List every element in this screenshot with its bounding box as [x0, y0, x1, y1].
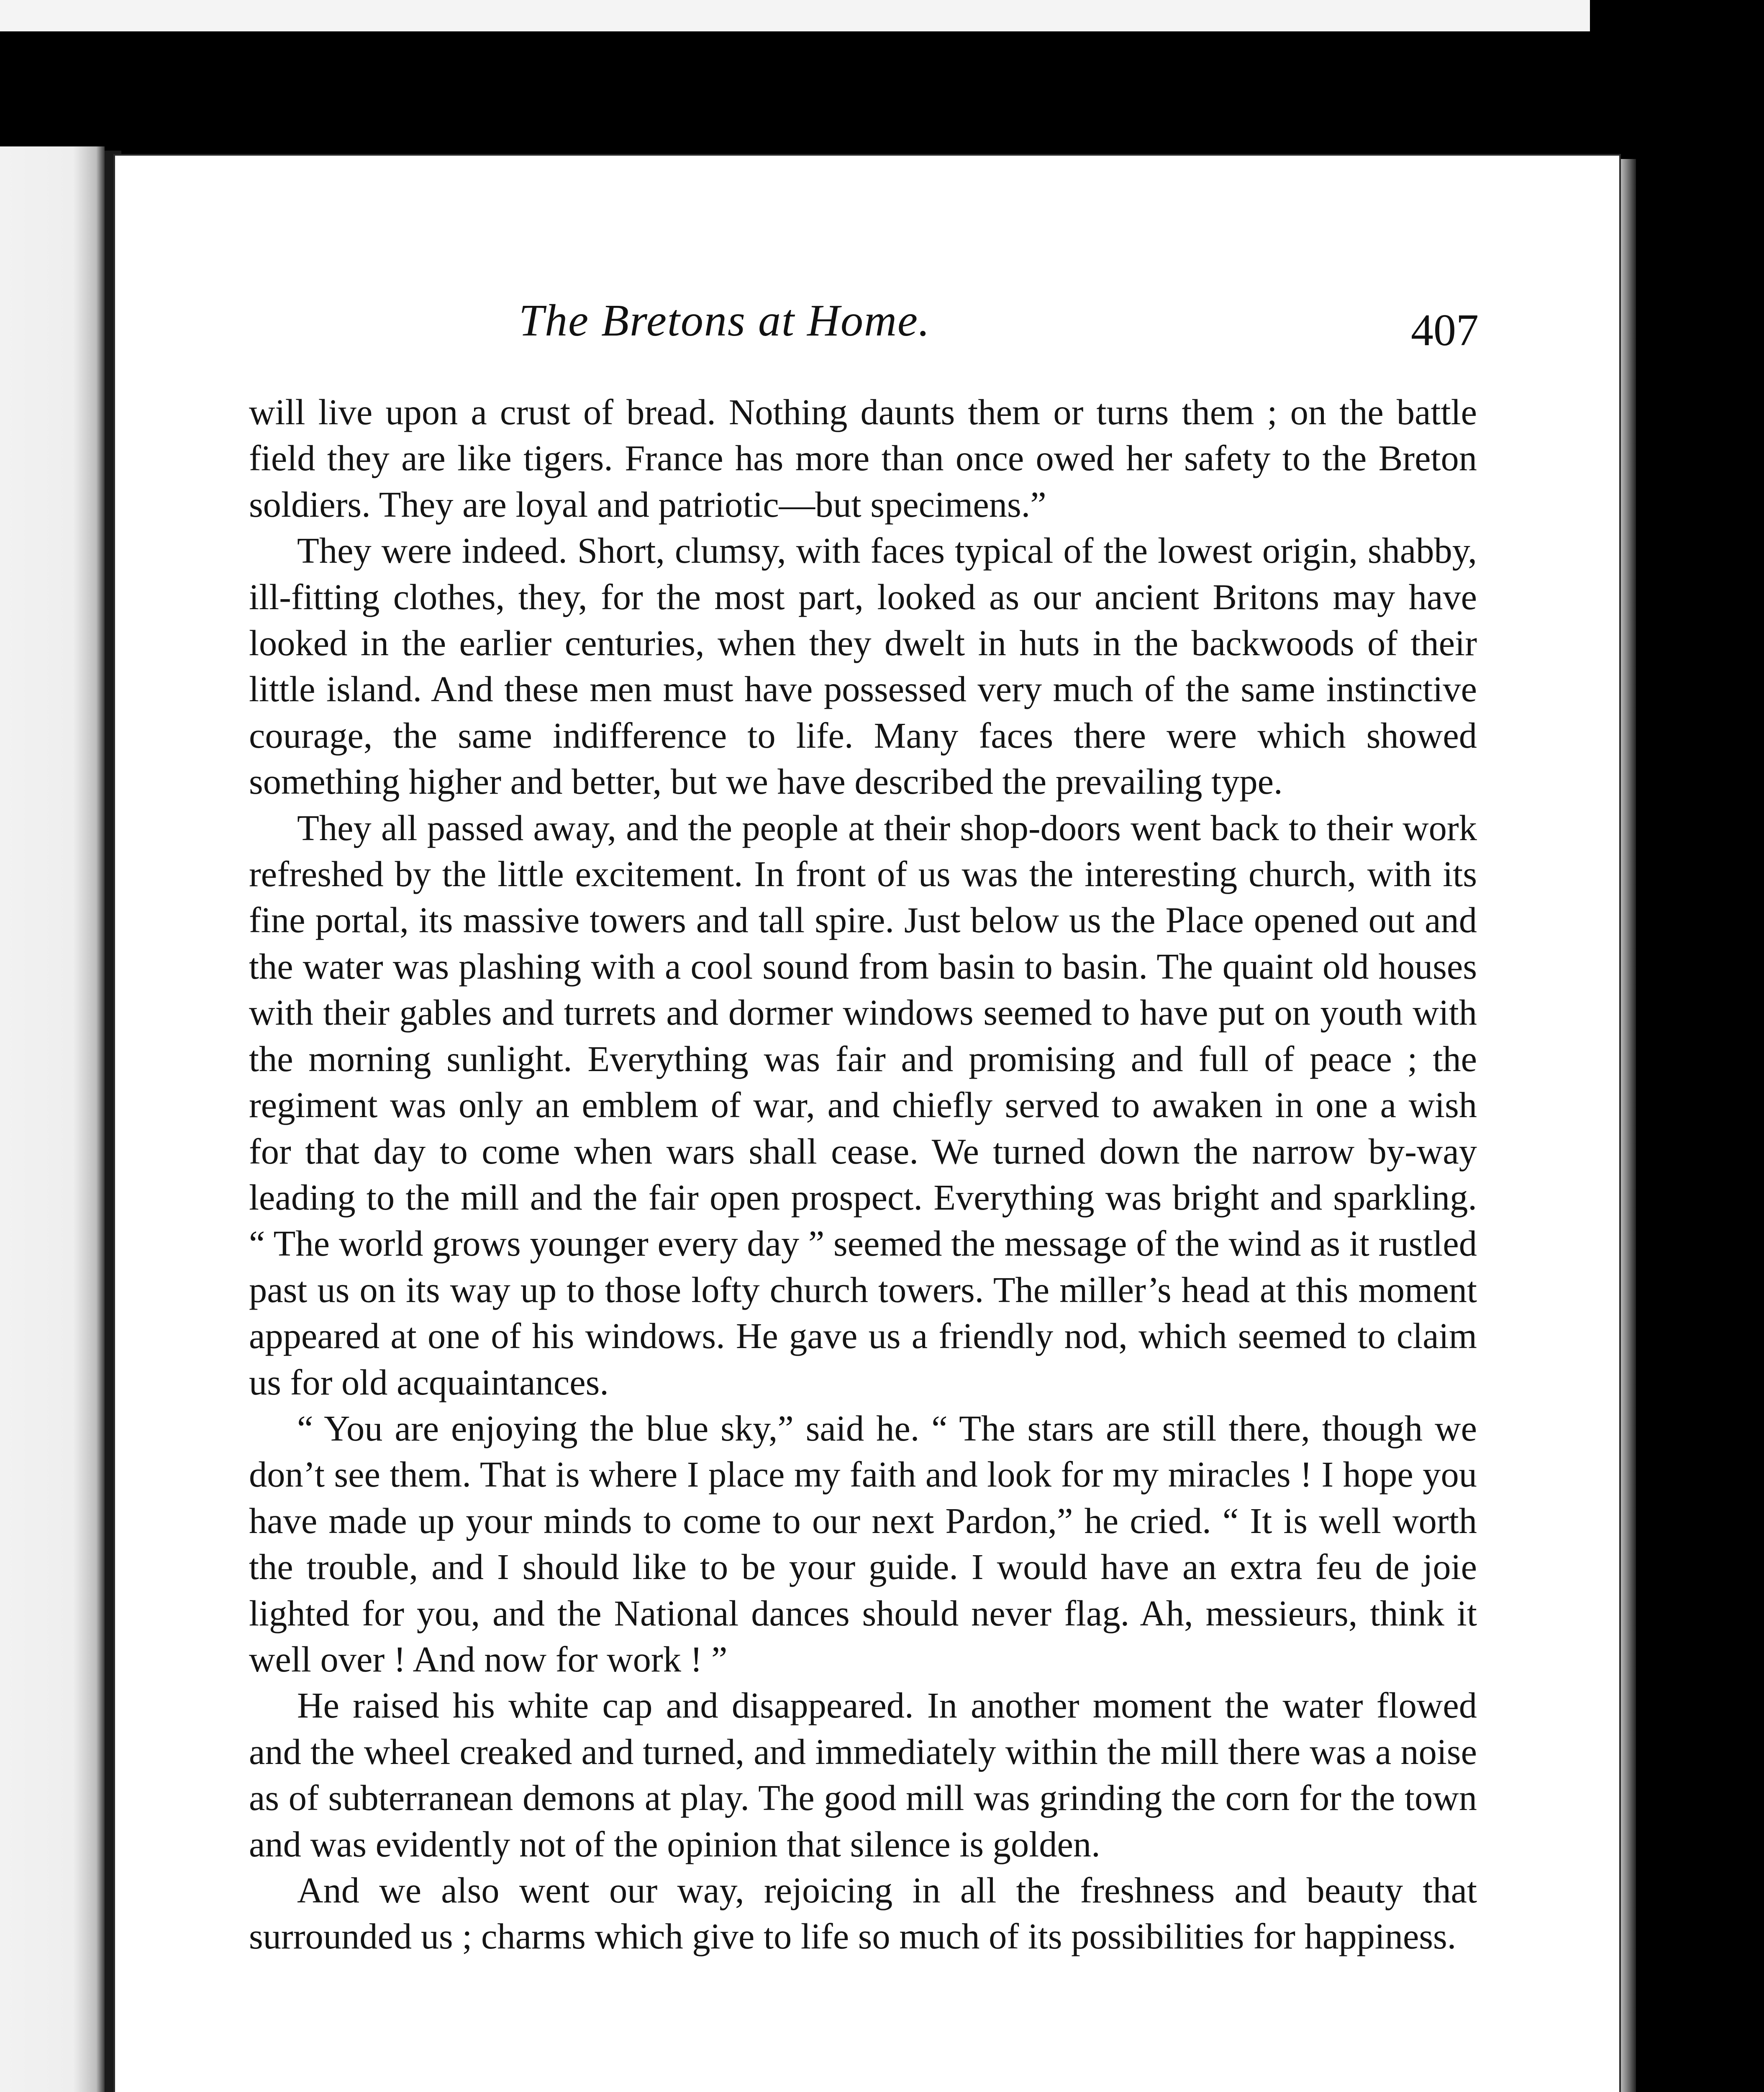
paragraph: He raised his white cap and disappeared. In another moment the water flowed and the wheel creaked and turned, and immediately within the mill there was a noise as of subterranean demons at play. The good mill was grinding the corn for the town and was evidently not of the opinion that silence is golden.	[249, 1685, 1477, 1864]
paragraph: “ You are enjoying the blue sky,” said he. “ The stars are still there, though we don’t see them. That is where I place my faith and look for my miracles ! I hope you have made up your minds to come to our next Pardon,” he cried. “ It is well worth the trouble, and I should like to be your guide. I would have an extra feu de joie lighted for you, and the National dances should never flag. Ah, messieurs, think it well over ! And now for work ! ”	[249, 1408, 1477, 1679]
page-fore-edge	[1619, 159, 1636, 2092]
paragraph: And we also went our way, rejoicing in all the freshness and beauty that surrounded us ; charms which give to life so much of its possibilities for happiness.	[249, 1870, 1477, 1957]
page-number: 407	[1411, 305, 1479, 355]
running-title: The Bretons at Home.	[519, 296, 931, 346]
paragraph: will live upon a crust of bread. Nothing daunts them or turns them ; on the battle field they are like tigers. France has more than once owed her safety to the Breton soldiers. They are loyal and patriotic—but specimens.”	[249, 392, 1477, 525]
paragraph: They were indeed. Short, clumsy, with faces typical of the lowest origin, shabby, ill-fitting clothes, they, for the most part, looked as our ancient Britons may have looked in the earlier centuries, when they dwelt in huts in the backwoods of their little island. And these men must have possessed very much of the same instinctive courage, the same indifference to life. Many faces there were which showed something higher and better, but we have described the prevailing type.	[249, 531, 1477, 802]
paragraph: They all passed away, and the people at their shop-doors went back to their work refreshed by the little excitement. In front of us was the interesting church, with its fine portal, its massive towers and tall spire. Just below us the Place opened out and the water was plashing with a cool sound from basin to basin. The quaint old houses with their gables and turrets and dormer windows seemed to have put on youth with the morning sunlight. Everything was fair and promising and full of peace ; the regiment was only an emblem of war, and chiefly served to awaken in one a wish for that day to come when wars shall cease. We turned down the narrow by-way leading to the mill and the fair open prospect. Everything was bright and sparkling. “ The world grows younger every day ” seemed the message of the wind as it rustled past us on its way up to those lofty church towers. The miller’s head at this moment appeared at one of his windows. He gave us a friendly nod, which seemed to claim us for old acquaintances.	[249, 808, 1477, 1402]
previous-page-strip	[0, 0, 1590, 31]
body-text	[249, 389, 1477, 1960]
facing-page-edge	[0, 146, 105, 2092]
